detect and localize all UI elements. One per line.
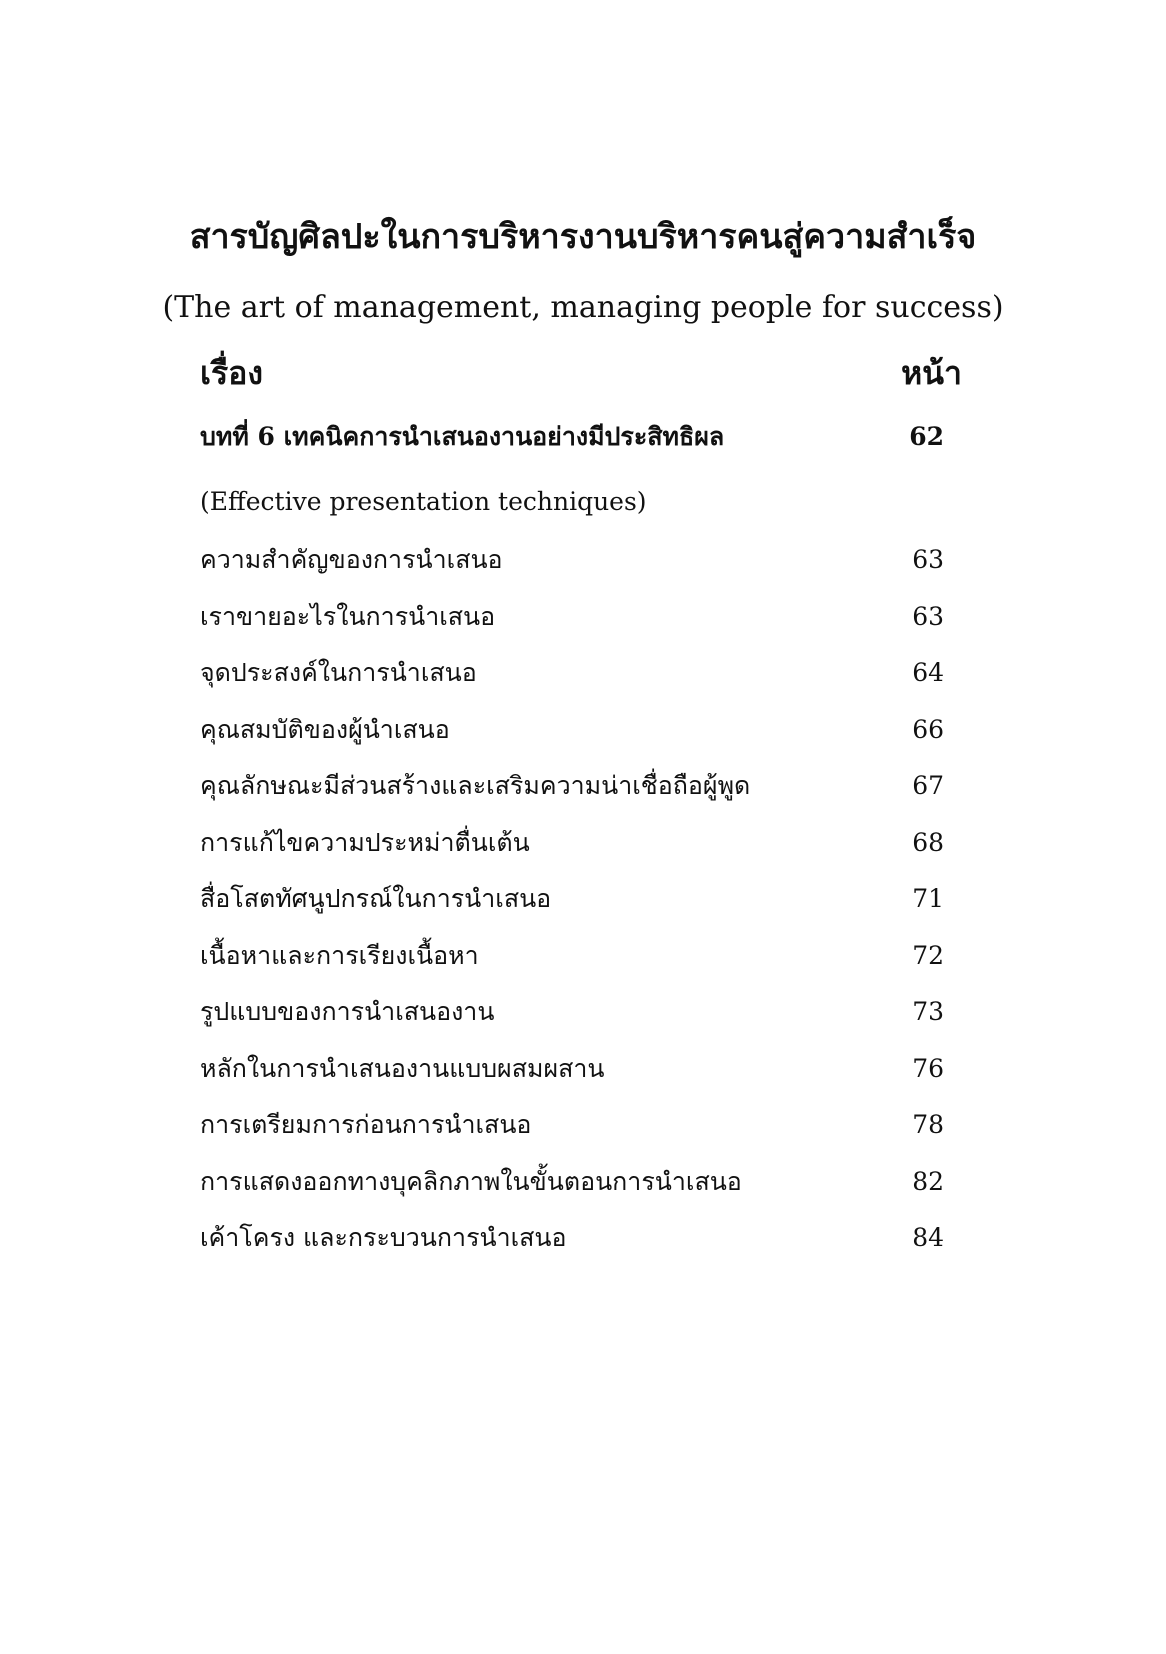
column-header-page: หน้า — [901, 354, 962, 392]
chapter-page-number: 62 — [909, 422, 944, 451]
toc-entry-page: 82 — [912, 1166, 944, 1196]
toc-entry-title: การแก้ไขความประหม่าตื่นเต้น — [200, 827, 530, 857]
toc-entry-page: 76 — [912, 1053, 944, 1083]
toc-entry — [200, 990, 944, 1047]
toc-entry-page: 68 — [912, 827, 944, 857]
toc-entry-page: 72 — [912, 940, 944, 970]
document-subtitle: (The art of management, managing people for success) — [162, 290, 1004, 325]
toc-entry — [200, 821, 944, 878]
toc-entry-title: ความสำคัญของการนำเสนอ — [200, 545, 503, 574]
toc-entry-page: 63 — [912, 545, 944, 574]
toc-entry-title: การเตรียมการก่อนการนำเสนอ — [200, 1110, 532, 1139]
toc-list — [200, 538, 944, 1273]
toc-entry-page: 78 — [912, 1110, 944, 1139]
toc-entry — [200, 651, 944, 708]
toc-entry — [200, 1216, 944, 1273]
toc-entry-page: 63 — [912, 601, 944, 631]
toc-entry-title: เค้าโครง และกระบวนการนำเสนอ — [200, 1223, 567, 1252]
toc-entry-title: เนื้อหาและการเรียงเนื้อหา — [200, 940, 479, 970]
column-header-topic: เรื่อง — [200, 354, 263, 392]
toc-entry — [200, 764, 944, 821]
toc-entry-title: หลักในการนำเสนองานแบบผสมผสาน — [200, 1053, 605, 1083]
toc-entry-title: จุดประสงค์ในการนำเสนอ — [200, 658, 477, 687]
chapter-title: บทที่ 6 เทคนิคการนำเสนองานอย่างมีประสิทธิผล — [200, 422, 725, 451]
toc-entry-title: คุณสมบัติของผู้นำเสนอ — [200, 714, 450, 744]
toc-entry-title: เราขายอะไรในการนำเสนอ — [200, 601, 496, 631]
toc-entry — [200, 934, 944, 991]
toc-entry-page: 71 — [912, 884, 944, 913]
toc-entry-title: คุณลักษณะมีส่วนสร้างและเสริมความน่าเชื่อถือผู้พูด — [200, 771, 751, 800]
chapter-entry — [200, 414, 944, 460]
toc-entry-title: การแสดงออกทางบุคลิกภาพในขั้นตอนการนำเสนอ — [200, 1166, 742, 1196]
toc-entry — [200, 595, 944, 652]
toc-entry-page: 66 — [912, 714, 944, 744]
toc-entry — [200, 708, 944, 765]
toc-entry-page: 64 — [912, 658, 944, 687]
toc-entry-title: รูปแบบของการนำเสนองาน — [200, 997, 495, 1026]
toc-entry — [200, 1047, 944, 1104]
toc-entry-page: 67 — [912, 771, 944, 800]
chapter-english-title: (Effective presentation techniques) — [200, 487, 647, 516]
toc-entry — [200, 1103, 944, 1160]
toc-entry — [200, 877, 944, 934]
toc-entry — [200, 1160, 944, 1217]
toc-entry-title: สื่อโสตทัศนูปกรณ์ในการนำเสนอ — [200, 884, 552, 913]
toc-entry — [200, 538, 944, 595]
document-title: สารบัญศิลปะในการบริหารงานบริหารคนสู่ความสำเร็จ — [189, 217, 977, 257]
toc-entry-page: 84 — [912, 1223, 944, 1252]
toc-entry-page: 73 — [912, 997, 944, 1026]
